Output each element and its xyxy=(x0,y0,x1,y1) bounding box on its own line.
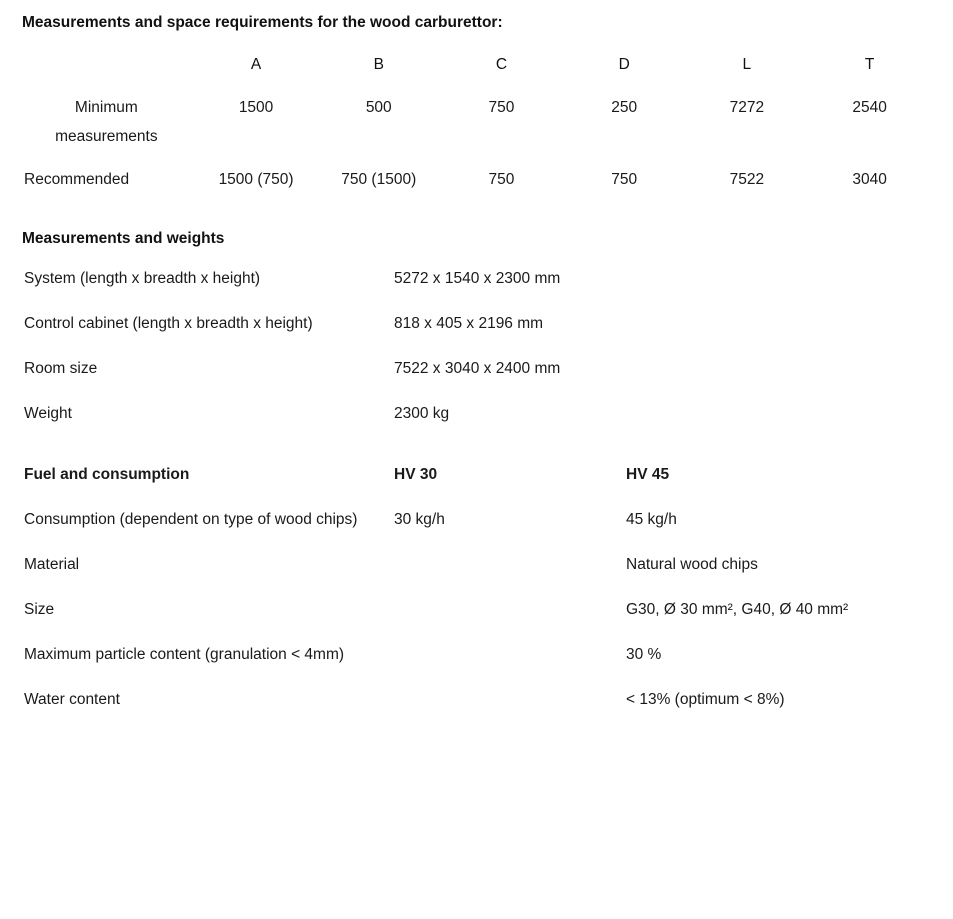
fuel-label-water-content: Water content xyxy=(24,691,120,708)
list-item xyxy=(22,389,931,434)
fuel-header-row xyxy=(22,450,931,495)
cell-minimum-d: 250 xyxy=(611,99,638,116)
cell-recommended-a: 1500 (750) xyxy=(218,171,294,188)
cell-recommended-l: 7522 xyxy=(729,171,765,188)
cell-recommended-b: 750 (1500) xyxy=(341,171,417,188)
list-item xyxy=(22,540,931,585)
cell-recommended-c: 750 xyxy=(488,171,515,188)
measurement-value-system: 5272 x 1540 x 2300 mm xyxy=(394,270,561,287)
cell-minimum-a: 1500 xyxy=(238,99,274,116)
fuel-value-consumption-hv45: 45 kg/h xyxy=(626,511,677,528)
cell-minimum-t: 2540 xyxy=(852,99,887,116)
fuel-section-title: Fuel and consumption xyxy=(24,466,190,483)
measurement-label-weight: Weight xyxy=(24,405,72,422)
fuel-label-material: Material xyxy=(24,556,80,573)
row-label-minimum: Minimum measurements xyxy=(55,99,158,145)
page-title: Measurements and space requirements for the wood carburettor: xyxy=(22,14,503,31)
measurements-list xyxy=(22,254,931,434)
column-header-c: C xyxy=(495,56,508,73)
fuel-value-material-hv45: Natural wood chips xyxy=(626,556,758,573)
measurement-label-system: System (length x breadth x height) xyxy=(24,270,261,287)
cell-minimum-c: 750 xyxy=(488,99,515,116)
measurement-value-control-cabinet: 818 x 405 x 2196 mm xyxy=(394,315,544,332)
cell-recommended-d: 750 xyxy=(611,171,638,188)
cell-recommended-t: 3040 xyxy=(852,171,887,188)
fuel-value-max-particle-hv45: 30 % xyxy=(626,646,662,663)
list-item xyxy=(22,344,931,389)
fuel-column-header-hv30: HV 30 xyxy=(394,466,438,483)
list-item xyxy=(22,254,931,299)
measurement-value-weight: 2300 kg xyxy=(394,405,450,422)
dimensions-table xyxy=(22,56,931,210)
column-header-a: A xyxy=(250,56,262,73)
list-item xyxy=(22,630,931,675)
table-header-row xyxy=(22,56,931,94)
measurements-and-weights-title: Measurements and weights xyxy=(22,230,225,247)
measurement-label-control-cabinet: Control cabinet (length x breadth x height) xyxy=(24,315,313,332)
table-row xyxy=(22,166,931,210)
list-item xyxy=(22,585,931,630)
cell-minimum-l: 7272 xyxy=(729,99,765,116)
list-item xyxy=(22,495,931,540)
table-corner-cell xyxy=(22,56,195,94)
fuel-value-water-content-hv45: < 13% (optimum < 8%) xyxy=(626,691,785,708)
table-row xyxy=(22,94,931,166)
fuel-value-consumption-hv30: 30 kg/h xyxy=(394,511,445,528)
cell-minimum-b: 500 xyxy=(365,99,392,116)
fuel-and-consumption-section xyxy=(22,450,931,720)
column-header-t: T xyxy=(864,56,875,73)
list-item xyxy=(22,299,931,344)
measurement-label-room-size: Room size xyxy=(24,360,98,377)
fuel-label-consumption: Consumption (dependent on type of wood chips) xyxy=(24,511,358,528)
column-header-d: D xyxy=(618,56,630,73)
column-header-l: L xyxy=(742,56,752,73)
fuel-label-size: Size xyxy=(24,601,55,618)
fuel-label-max-particle-content: Maximum particle content (granulation < 4mm) xyxy=(24,646,345,663)
measurement-value-room-size: 7522 x 3040 x 2400 mm xyxy=(394,360,561,377)
fuel-value-size-hv45: G30, Ø 30 mm², G40, Ø 40 mm² xyxy=(626,601,849,618)
fuel-column-header-hv45: HV 45 xyxy=(626,466,670,483)
list-item xyxy=(22,675,931,720)
row-label-recommended: Recommended xyxy=(24,171,130,188)
column-header-b: B xyxy=(373,56,384,73)
